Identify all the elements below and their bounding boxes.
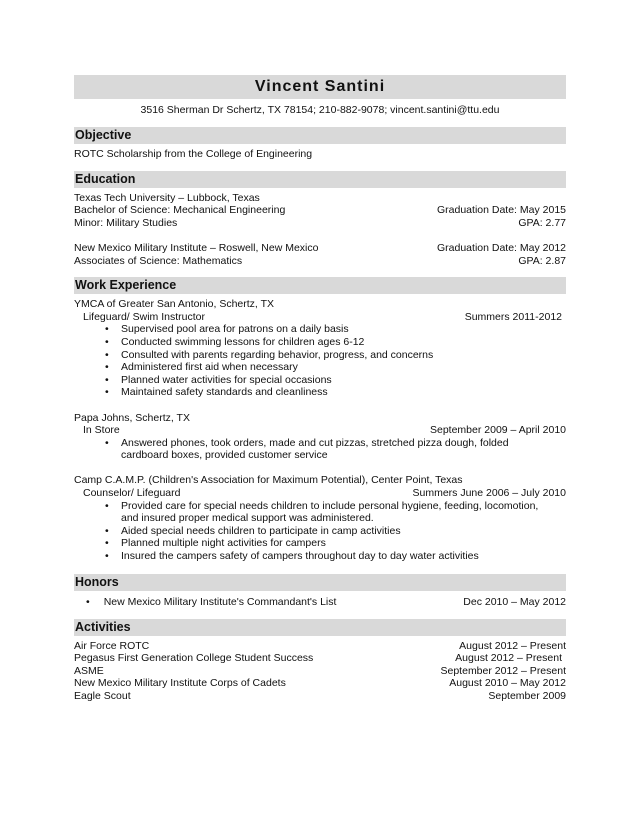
- degree: Associates of Science: Mathematics: [74, 254, 243, 267]
- activity-dates: September 2012 – Present: [440, 664, 566, 677]
- honor-dates: Dec 2010 – May 2012: [463, 595, 566, 608]
- bullet-icon: •: [105, 537, 109, 550]
- bullet-icon: •: [105, 323, 109, 336]
- education-entry-nmmi: [74, 242, 566, 267]
- activity-dates: August 2010 – May 2012: [449, 677, 566, 690]
- job-papa-johns: [74, 412, 566, 462]
- contact-line: 3516 Sherman Dr Schertz, TX 78154; 210-882-9078; vincent.santini@ttu.edu: [140, 104, 500, 116]
- objective-heading: Objective: [74, 127, 566, 144]
- bullet-icon: •: [86, 595, 90, 608]
- degree-line: [74, 204, 566, 217]
- candidate-name: Vincent Santini: [254, 78, 386, 95]
- work-heading: Work Experience: [74, 277, 566, 294]
- name-header: [74, 75, 566, 99]
- employer: Papa Johns, Schertz, TX: [74, 411, 190, 424]
- school-line: [74, 242, 566, 255]
- bullet-icon: •: [105, 499, 109, 512]
- gpa: GPA: 2.87: [518, 254, 566, 267]
- honor-item: [74, 595, 566, 609]
- graduation-date: Graduation Date: May 2015: [437, 204, 566, 217]
- job-dates: Summers 2011-2012: [464, 310, 562, 323]
- list-item: • Planned water activities for special occasions: [105, 373, 332, 386]
- degree: Bachelor of Science: Mechanical Engineering: [74, 204, 286, 217]
- spacer: [74, 399, 566, 412]
- activity-item: [74, 677, 566, 690]
- list-item: • Consulted with parents regarding behavior, progress, and concerns: [105, 348, 434, 361]
- bullet-icon: •: [105, 348, 109, 361]
- bullet-icon: •: [105, 386, 109, 399]
- education-entry-ttu: [74, 192, 566, 230]
- activity-dates: August 2012 – Present: [459, 639, 566, 652]
- list-item: • Administered first aid when necessary: [105, 361, 298, 374]
- bullet-icon: •: [105, 524, 109, 537]
- job-dates: Summers June 2006 – July 2010: [412, 487, 566, 500]
- minor-line: [74, 217, 566, 230]
- school-name: Texas Tech University – Lubbock, Texas: [74, 191, 260, 204]
- bullet-icon: •: [105, 373, 109, 386]
- employer: Camp C.A.M.P. (Children's Association for Maximum Potential), Center Point, Texas: [74, 474, 463, 487]
- list-item: • Planned multiple night activities for campers: [105, 537, 326, 550]
- list-item: • Maintained safety standards and cleanliness: [105, 386, 328, 399]
- activity-dates: August 2012 – Present: [455, 652, 562, 665]
- activity-dates: September 2009: [488, 690, 566, 702]
- bullet-icon: •: [105, 361, 109, 374]
- duties-list: [74, 323, 566, 399]
- bullet-icon: •: [105, 436, 109, 449]
- activity-name: Eagle Scout: [74, 690, 131, 702]
- job-ymca: [74, 298, 566, 399]
- bullet-icon: •: [105, 335, 109, 348]
- activity-item: [74, 665, 566, 678]
- job-title: In Store: [83, 424, 120, 437]
- spacer: [74, 229, 566, 242]
- list-item: • Aided special needs children to participate in camp activities: [105, 524, 401, 537]
- job-camp: [74, 474, 566, 562]
- activity-name: Pegasus First Generation College Student Success: [74, 652, 314, 665]
- list-item: • Provided care for special needs children to include personal hygiene, feeding, locomotion, and insured proper medical support was administered.: [105, 499, 539, 525]
- employer: YMCA of Greater San Antonio, Schertz, TX: [74, 298, 274, 311]
- job-title: Lifeguard/ Swim Instructor: [83, 310, 205, 323]
- job-title: Counselor/ Lifeguard: [83, 487, 181, 500]
- activity-name: ASME: [74, 664, 104, 677]
- list-item: • Answered phones, took orders, made and cut pizzas, stretched pizza dough, folded cardboard boxes, provided customer service: [105, 436, 509, 462]
- activities-heading: Activities: [74, 619, 566, 636]
- job-title-line: [74, 424, 566, 437]
- honor-text-wrap: [86, 595, 336, 609]
- activity-name: New Mexico Military Institute Corps of Cadets: [74, 677, 286, 690]
- duties-list: [74, 500, 566, 563]
- degree-line: [74, 255, 566, 268]
- bullet-icon: •: [105, 550, 109, 563]
- activity-name: Air Force ROTC: [74, 639, 150, 652]
- activity-item: [74, 690, 566, 703]
- school-name: New Mexico Military Institute – Roswell, New Mexico: [74, 241, 319, 254]
- activity-item: [74, 652, 566, 665]
- list-item: • Supervised pool area for patrons on a daily basis: [105, 323, 349, 336]
- honors-heading: Honors: [74, 574, 566, 591]
- graduation-date: Graduation Date: May 2012: [437, 241, 566, 254]
- education-heading: Education: [74, 171, 566, 188]
- duties-list: [74, 437, 566, 462]
- resume-content: [74, 75, 566, 703]
- minor: Minor: Military Studies: [74, 216, 178, 229]
- gpa: GPA: 2.77: [518, 216, 566, 229]
- job-title-line: [74, 311, 566, 324]
- job-dates: September 2009 – April 2010: [429, 424, 566, 437]
- activity-item: [74, 640, 566, 653]
- objective-text: ROTC Scholarship from the College of Engineering: [74, 148, 313, 160]
- spacer: [74, 462, 566, 475]
- list-item: • Insured the campers safety of campers throughout day to day water activities: [105, 550, 479, 563]
- list-item: • Conducted swimming lessons for children ages 6-12: [105, 335, 365, 348]
- honor-text: New Mexico Military Institute's Commandant's List: [103, 595, 337, 608]
- job-title-line: [74, 487, 566, 500]
